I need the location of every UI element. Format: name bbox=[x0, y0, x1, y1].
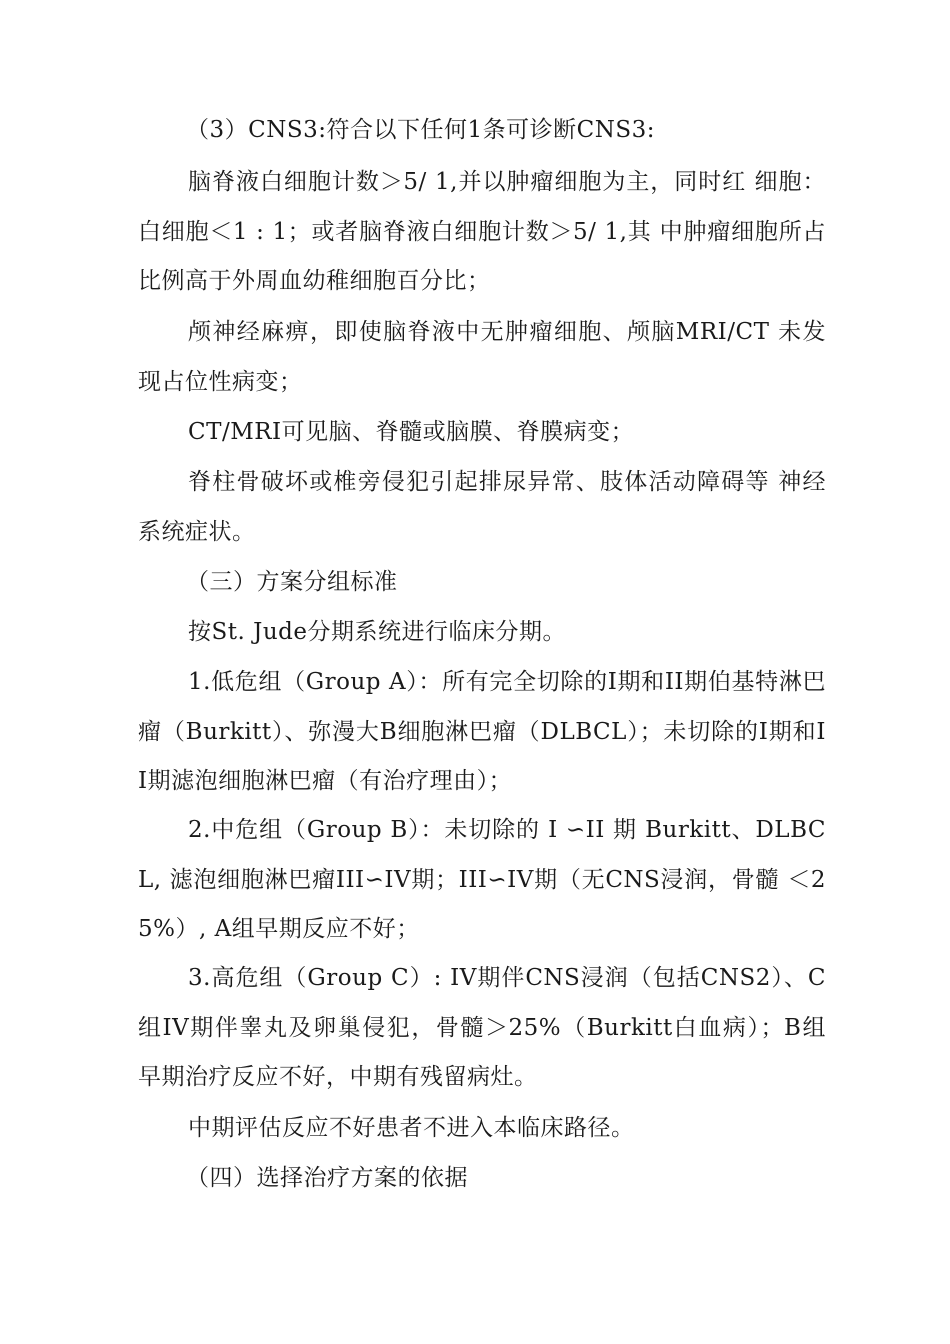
paragraph-interim-evaluation: 中期评估反应不好患者不进入本临床路径。 bbox=[188, 1115, 635, 1141]
paragraph-cns3-definition: （3）CNS3:符合以下任何1条可诊断CNS3: bbox=[186, 117, 655, 143]
paragraph-spinal: 脊柱骨破坏或椎旁侵犯引起排尿异常、肢体活动障碍等 神经系统症状。 bbox=[138, 469, 826, 545]
paragraph-group-a: 1.低危组（Group A）：所有完全切除的I期和II期伯基特淋巴瘤（Burkitt）、弥漫大B细胞淋巴瘤（DLBCL）；未切除的I期和II期滤泡细胞淋巴瘤（有治疗理由）； bbox=[138, 669, 826, 794]
paragraph-staging: 按St. Jude分期系统进行临床分期。 bbox=[188, 619, 566, 645]
paragraph-group-b: 2.中危组（Group B）：未切除的 I ∽II 期 Burkitt、DLBCL, 滤泡细胞淋巴瘤III∽IV期；III∽IV期（无CNS浸润，骨髓 ＜25%）, A组早期反应不好； bbox=[138, 817, 826, 942]
section-heading-treatment-basis: （四）选择治疗方案的依据 bbox=[186, 1165, 468, 1191]
paragraph-group-c: 3.高危组（Group C）: IV期伴CNS浸润（包括CNS2）、C组IV期伴睾丸及卵巢侵犯，骨髓＞25%（Burkitt白血病）；B组早期治疗反应不好，中期有残留病灶。 bbox=[138, 965, 826, 1090]
paragraph-cranial-nerve: 颅神经麻痹，即使脑脊液中无肿瘤细胞、颅脑MRI/CT 未发现占位性病变； bbox=[138, 319, 826, 395]
paragraph-csf-criteria: 脑脊液白细胞计数＞5/ 1,并以肿瘤细胞为主，同时红 细胞：白细胞＜1 : 1；或者脑脊液白细胞计数＞5/ 1,其 中肿瘤细胞所占比例高于外周血幼稚细胞百分比； bbox=[138, 169, 826, 294]
section-heading-grouping: （三）方案分组标准 bbox=[186, 569, 398, 595]
paragraph-ct-mri: CT/MRI可见脑、脊髓或脑膜、脊膜病变； bbox=[188, 419, 635, 445]
